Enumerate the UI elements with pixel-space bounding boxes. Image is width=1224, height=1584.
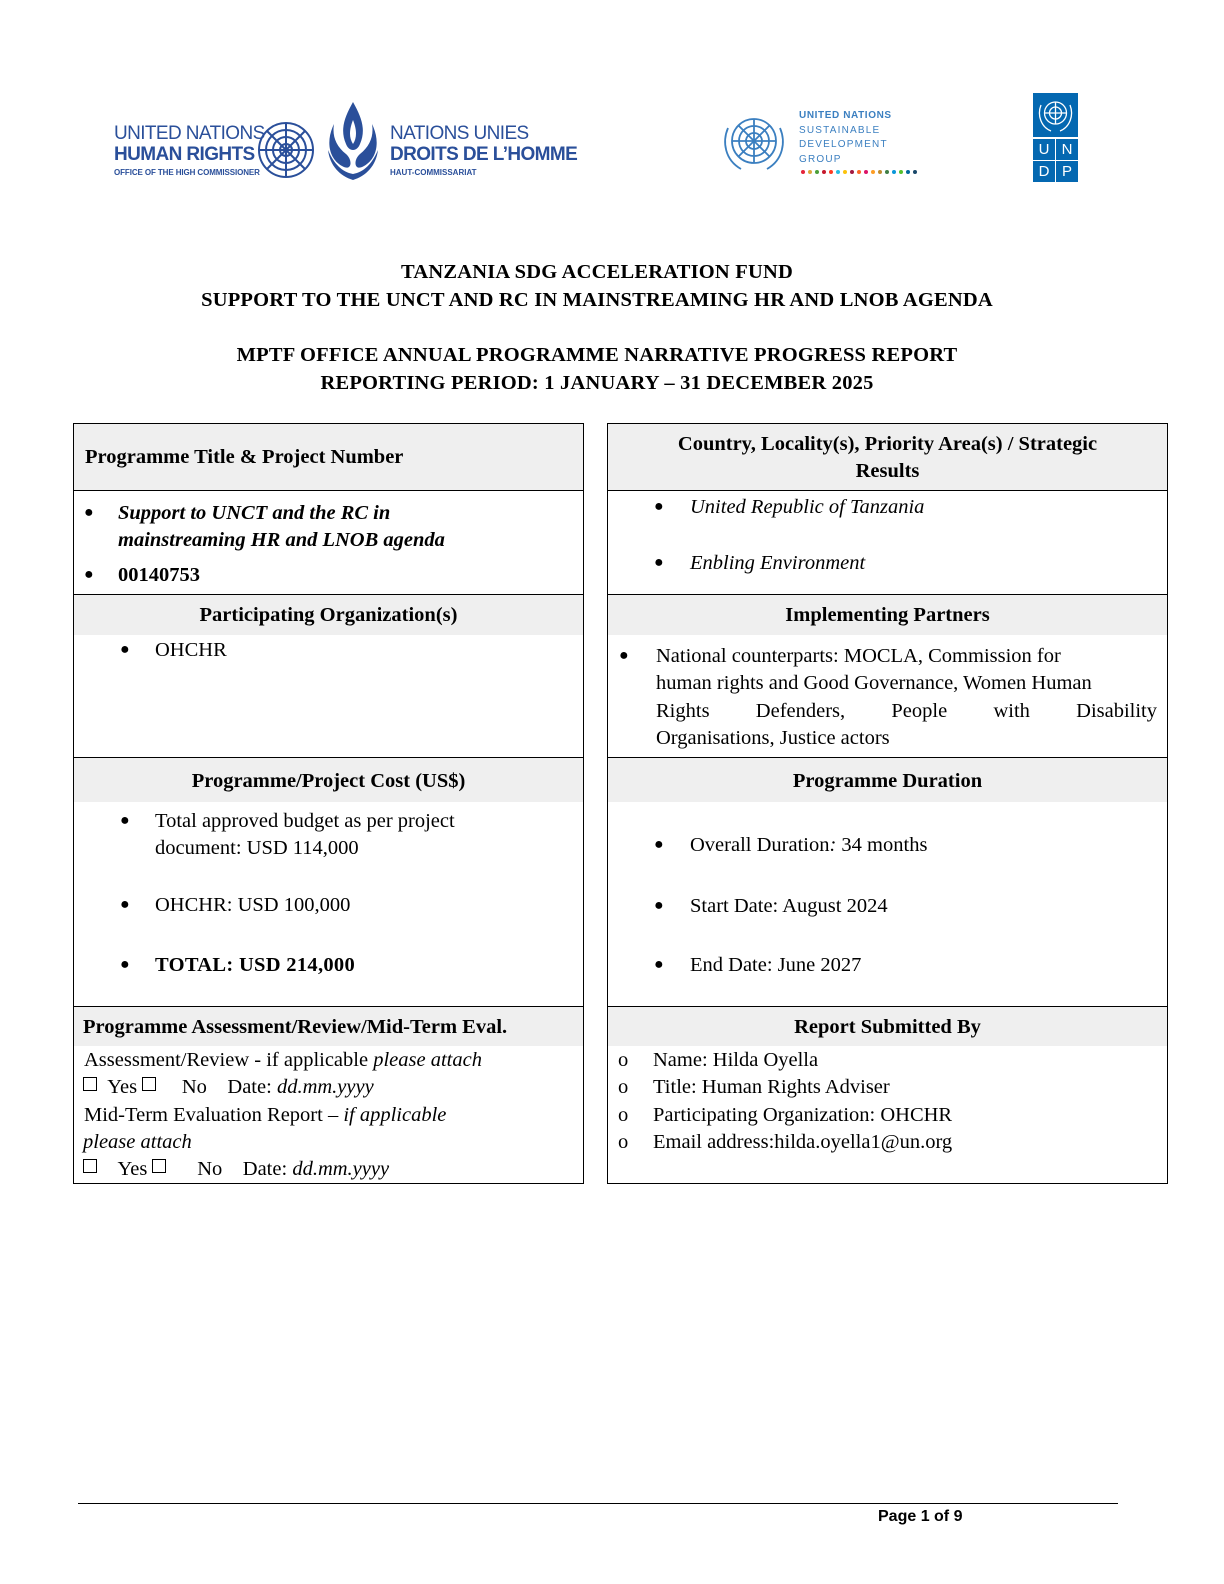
un-emblem-icon xyxy=(256,120,316,180)
country: United Republic of Tanzania xyxy=(690,496,925,518)
divider xyxy=(74,490,583,491)
country-header: Country, Locality(s), Priority Area(s) / Strategic xyxy=(677,433,1098,455)
page-number: Page 1 of 9 xyxy=(878,1508,963,1525)
date-value: dd.mm.yyyy xyxy=(292,1158,390,1180)
submitter-title: Title: Human Rights Adviser xyxy=(653,1076,890,1098)
participating-org-header: Participating Organization(s) xyxy=(199,604,458,626)
submitter-organization: Participating Organization: OHCHR xyxy=(653,1104,953,1126)
logo-line: UNITED NATIONS xyxy=(114,123,265,144)
programme-cost-header: Programme/Project Cost (US$) xyxy=(191,770,466,792)
bullet-icon: ● xyxy=(654,554,664,571)
assessment-options-row xyxy=(83,1074,374,1102)
total-budget xyxy=(155,952,355,980)
ohchr-budget: OHCHR: USD 100,000 xyxy=(155,894,351,916)
midterm-options-row xyxy=(83,1156,389,1184)
logo-line: NATIONS UNIES xyxy=(390,123,529,144)
programme-title-line: Support to UNCT and the RC in xyxy=(118,502,391,524)
unsdg-logo-text xyxy=(799,109,892,167)
bullet-icon: ● xyxy=(654,498,664,515)
logo-line: UNITED NATIONS xyxy=(799,110,892,121)
bullet-icon: ● xyxy=(120,956,130,973)
submitter-email[interactable]: Email address:hilda.oyella1@un.org xyxy=(653,1131,953,1153)
overall-duration-value: 34 months xyxy=(841,834,928,856)
bullet-icon: ● xyxy=(654,836,664,853)
circle-bullet-icon: o xyxy=(618,1131,629,1153)
yes-label: Yes xyxy=(107,1076,138,1098)
logo-line: HAUT-COMMISSARIAT xyxy=(390,168,477,177)
bullet-icon: ● xyxy=(84,566,94,583)
ohchr-logo-french xyxy=(390,124,577,177)
yes-label: Yes xyxy=(117,1158,148,1180)
budget-line: document: USD 114,000 xyxy=(155,837,359,859)
programme-title-header: Programme Title & Project Number xyxy=(85,446,404,468)
undp-letter: P xyxy=(1056,161,1078,182)
date-value: dd.mm.yyyy xyxy=(276,1076,374,1098)
partners-line: Rights Defenders, People with Disability xyxy=(656,700,1157,722)
yes-checkbox[interactable] xyxy=(83,1159,97,1173)
assessment-text: Assessment/Review - if applicable xyxy=(84,1049,374,1071)
implementing-partners-header: Implementing Partners xyxy=(785,604,990,626)
undp-logo xyxy=(1033,93,1078,183)
bullet-icon: ● xyxy=(120,812,130,829)
assessment-header: Programme Assessment/Review/Mid-Term Eval. xyxy=(83,1016,508,1038)
midterm-applicable: if applicable xyxy=(343,1104,447,1126)
bullet-icon: ● xyxy=(654,897,664,914)
report-title: MPTF OFFICE ANNUAL PROGRAMME NARRATIVE PROGRESS REPORT xyxy=(236,344,958,366)
bullet-icon: ● xyxy=(84,504,94,521)
no-checkbox[interactable] xyxy=(142,1077,156,1091)
date-label: Date: xyxy=(242,1158,293,1180)
assessment-attach: please attach xyxy=(373,1049,482,1071)
project-title: SUPPORT TO THE UNCT AND RC IN MAINSTREAMING HR AND LNOB AGENDA xyxy=(201,289,993,311)
yes-checkbox[interactable] xyxy=(83,1077,97,1091)
bullet-icon: ● xyxy=(654,956,664,973)
budget-line: Total approved budget as per project xyxy=(155,810,455,832)
overall-duration-colon: : xyxy=(829,834,842,856)
project-number: 00140753 xyxy=(118,564,200,586)
programme-duration-header: Programme Duration xyxy=(792,770,983,792)
midterm-attach: please attach xyxy=(83,1131,192,1153)
circle-bullet-icon: o xyxy=(618,1076,629,1098)
divider xyxy=(608,490,1167,491)
end-date: End Date: June 2027 xyxy=(690,954,862,976)
no-label: No xyxy=(197,1158,223,1180)
total-value: USD 214,000 xyxy=(238,954,356,976)
undp-emblem-box xyxy=(1033,93,1078,137)
date-label: Date: xyxy=(227,1076,277,1098)
logo-line: GROUP xyxy=(799,153,842,165)
logo-line: DEVELOPMENT xyxy=(799,139,888,150)
bullet-icon: ● xyxy=(120,641,130,658)
partners-line: Organisations, Justice actors xyxy=(656,727,890,749)
priority-area: Enbling Environment xyxy=(690,552,866,574)
submitter-name: Name: Hilda Oyella xyxy=(653,1049,819,1071)
circle-bullet-icon: o xyxy=(618,1104,629,1126)
flame-icon xyxy=(322,100,384,182)
undp-letter: U xyxy=(1033,139,1055,160)
overall-duration xyxy=(690,832,927,860)
reporting-period: REPORTING PERIOD: 1 JANUARY – 31 DECEMBER 2025 xyxy=(320,372,874,394)
right-info-table xyxy=(607,423,1168,1184)
midterm-line xyxy=(84,1102,446,1130)
sdg-color-dots-icon xyxy=(800,169,918,175)
report-submitted-header: Report Submitted By xyxy=(794,1016,981,1038)
country-header: Results xyxy=(855,460,920,482)
undp-letter: N xyxy=(1056,139,1078,160)
no-label: No xyxy=(181,1076,207,1098)
programme-title-line: mainstreaming HR and LNOB agenda xyxy=(118,529,445,551)
bullet-icon: ● xyxy=(619,647,629,664)
total-label: TOTAL: xyxy=(155,954,234,976)
assessment-review-line xyxy=(84,1047,482,1075)
footer-divider xyxy=(78,1503,1118,1504)
no-checkbox[interactable] xyxy=(152,1159,166,1173)
un-emblem-icon xyxy=(1033,93,1078,137)
logo-line: OFFICE OF THE HIGH COMMISSIONER xyxy=(114,168,260,177)
bullet-icon: ● xyxy=(120,896,130,913)
logo-line: SUSTAINABLE xyxy=(799,124,881,136)
partners-line: human rights and Good Governance, Women Human xyxy=(656,672,1092,694)
overall-duration-label: Overall Duration xyxy=(690,834,830,856)
ohchr-logo-english xyxy=(114,124,265,177)
left-info-table xyxy=(73,423,584,1184)
logo-line: DROITS DE L’HOMME xyxy=(390,144,578,165)
circle-bullet-icon: o xyxy=(618,1049,629,1071)
fund-title: TANZANIA SDG ACCELERATION FUND xyxy=(401,261,793,283)
participating-org: OHCHR xyxy=(155,639,227,661)
un-emblem-icon xyxy=(719,108,789,174)
midterm-text: Mid-Term Evaluation Report – xyxy=(84,1104,344,1126)
logo-line: HUMAN RIGHTS xyxy=(114,144,255,165)
partners-line: National counterparts: MOCLA, Commission for xyxy=(656,645,1061,667)
undp-letter: D xyxy=(1033,161,1055,182)
start-date: Start Date: August 2024 xyxy=(690,895,888,917)
